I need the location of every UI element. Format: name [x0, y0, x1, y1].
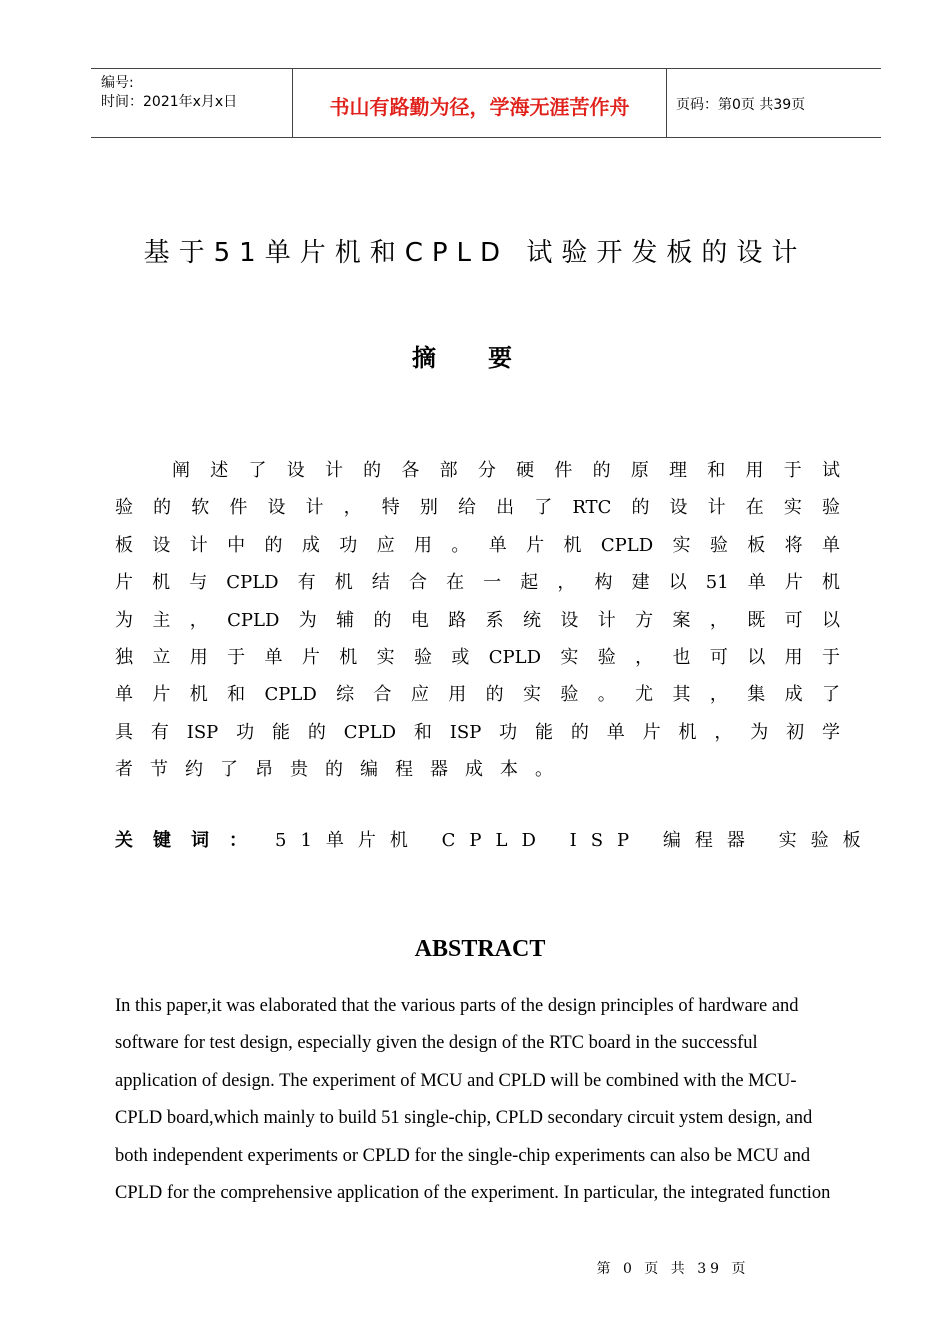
abstract-en-line: CPLD board,which mainly to build 51 single-chip, CPLD secondary circuit ystem design, and [115, 1108, 813, 1129]
abstract-en-line: software for test design, especially given the design of the RTC board in the successful [115, 1033, 758, 1054]
abstract-cn-heading: 摘要 [412, 344, 564, 372]
page-footer: 第 0 页 共 39 页 [596, 1261, 750, 1277]
header-page-cell [666, 69, 881, 137]
abstract-cn-line: 片机与CPLD有机结合在一起，构建以51单片机 [115, 572, 840, 594]
keywords-label: 关键词： [115, 830, 267, 851]
abstract-en-body [115, 988, 860, 1212]
abstract-cn-line: 独立用于单片机实验或CPLD实验，也可以用于 [115, 646, 840, 668]
abstract-cn-line: 为主，CPLD为辅的电路系统设计方案，既可以 [115, 609, 840, 631]
header-motto: 书山有路勤为径，学海无涯苦作舟 [329, 95, 630, 119]
abstract-cn-line: 阐述了设计的各部分硬件的原理和用于试 [172, 460, 840, 481]
abstract-cn-line: 验的软件设计，特别给出了RTC的设计在实验 [115, 497, 840, 519]
document-time-label: 时间：2021年x月x日 [101, 94, 238, 110]
keywords-list: 51单片机 CPLD ISP 编程器 实验板 [275, 830, 875, 851]
abstract-cn-line: 板设计中的成功应用。单片机CPLD实验板将单 [115, 534, 840, 556]
abstract-en-line: In this paper,it was elaborated that the various parts of the design principles of hardware and [115, 996, 799, 1016]
abstract-cn-line: 者节约了昂贵的编程器成本。 [115, 759, 570, 781]
abstract-cn-line: 单片机和CPLD综合应用的实验。尤其，集成了 [115, 684, 840, 706]
header-motto-cell [292, 69, 667, 137]
abstract-cn-line: 具有ISP功能的CPLD和ISP功能的单片机，为初学 [115, 721, 840, 743]
document-number-label: 编号: [101, 75, 134, 91]
abstract-en-line: application of design. The experiment of MCU and CPLD will be combined with the MCU- [115, 1070, 797, 1091]
header-info-cell [91, 69, 292, 137]
header-table [91, 68, 881, 138]
abstract-en-line: both independent experiments or CPLD for the single-chip experiments can also be MCU and [115, 1145, 811, 1166]
document-title: 基于51单片机和CPLD 试验开发板的设计 [143, 238, 807, 268]
abstract-en-line: CPLD for the comprehensive application of the experiment. In particular, the integrated function [115, 1182, 831, 1203]
abstract-cn-body [115, 452, 840, 789]
header-page-code: 页码：第0页 共39页 [676, 97, 806, 113]
keywords-row [115, 826, 875, 852]
abstract-en-heading: ABSTRACT [414, 936, 546, 962]
